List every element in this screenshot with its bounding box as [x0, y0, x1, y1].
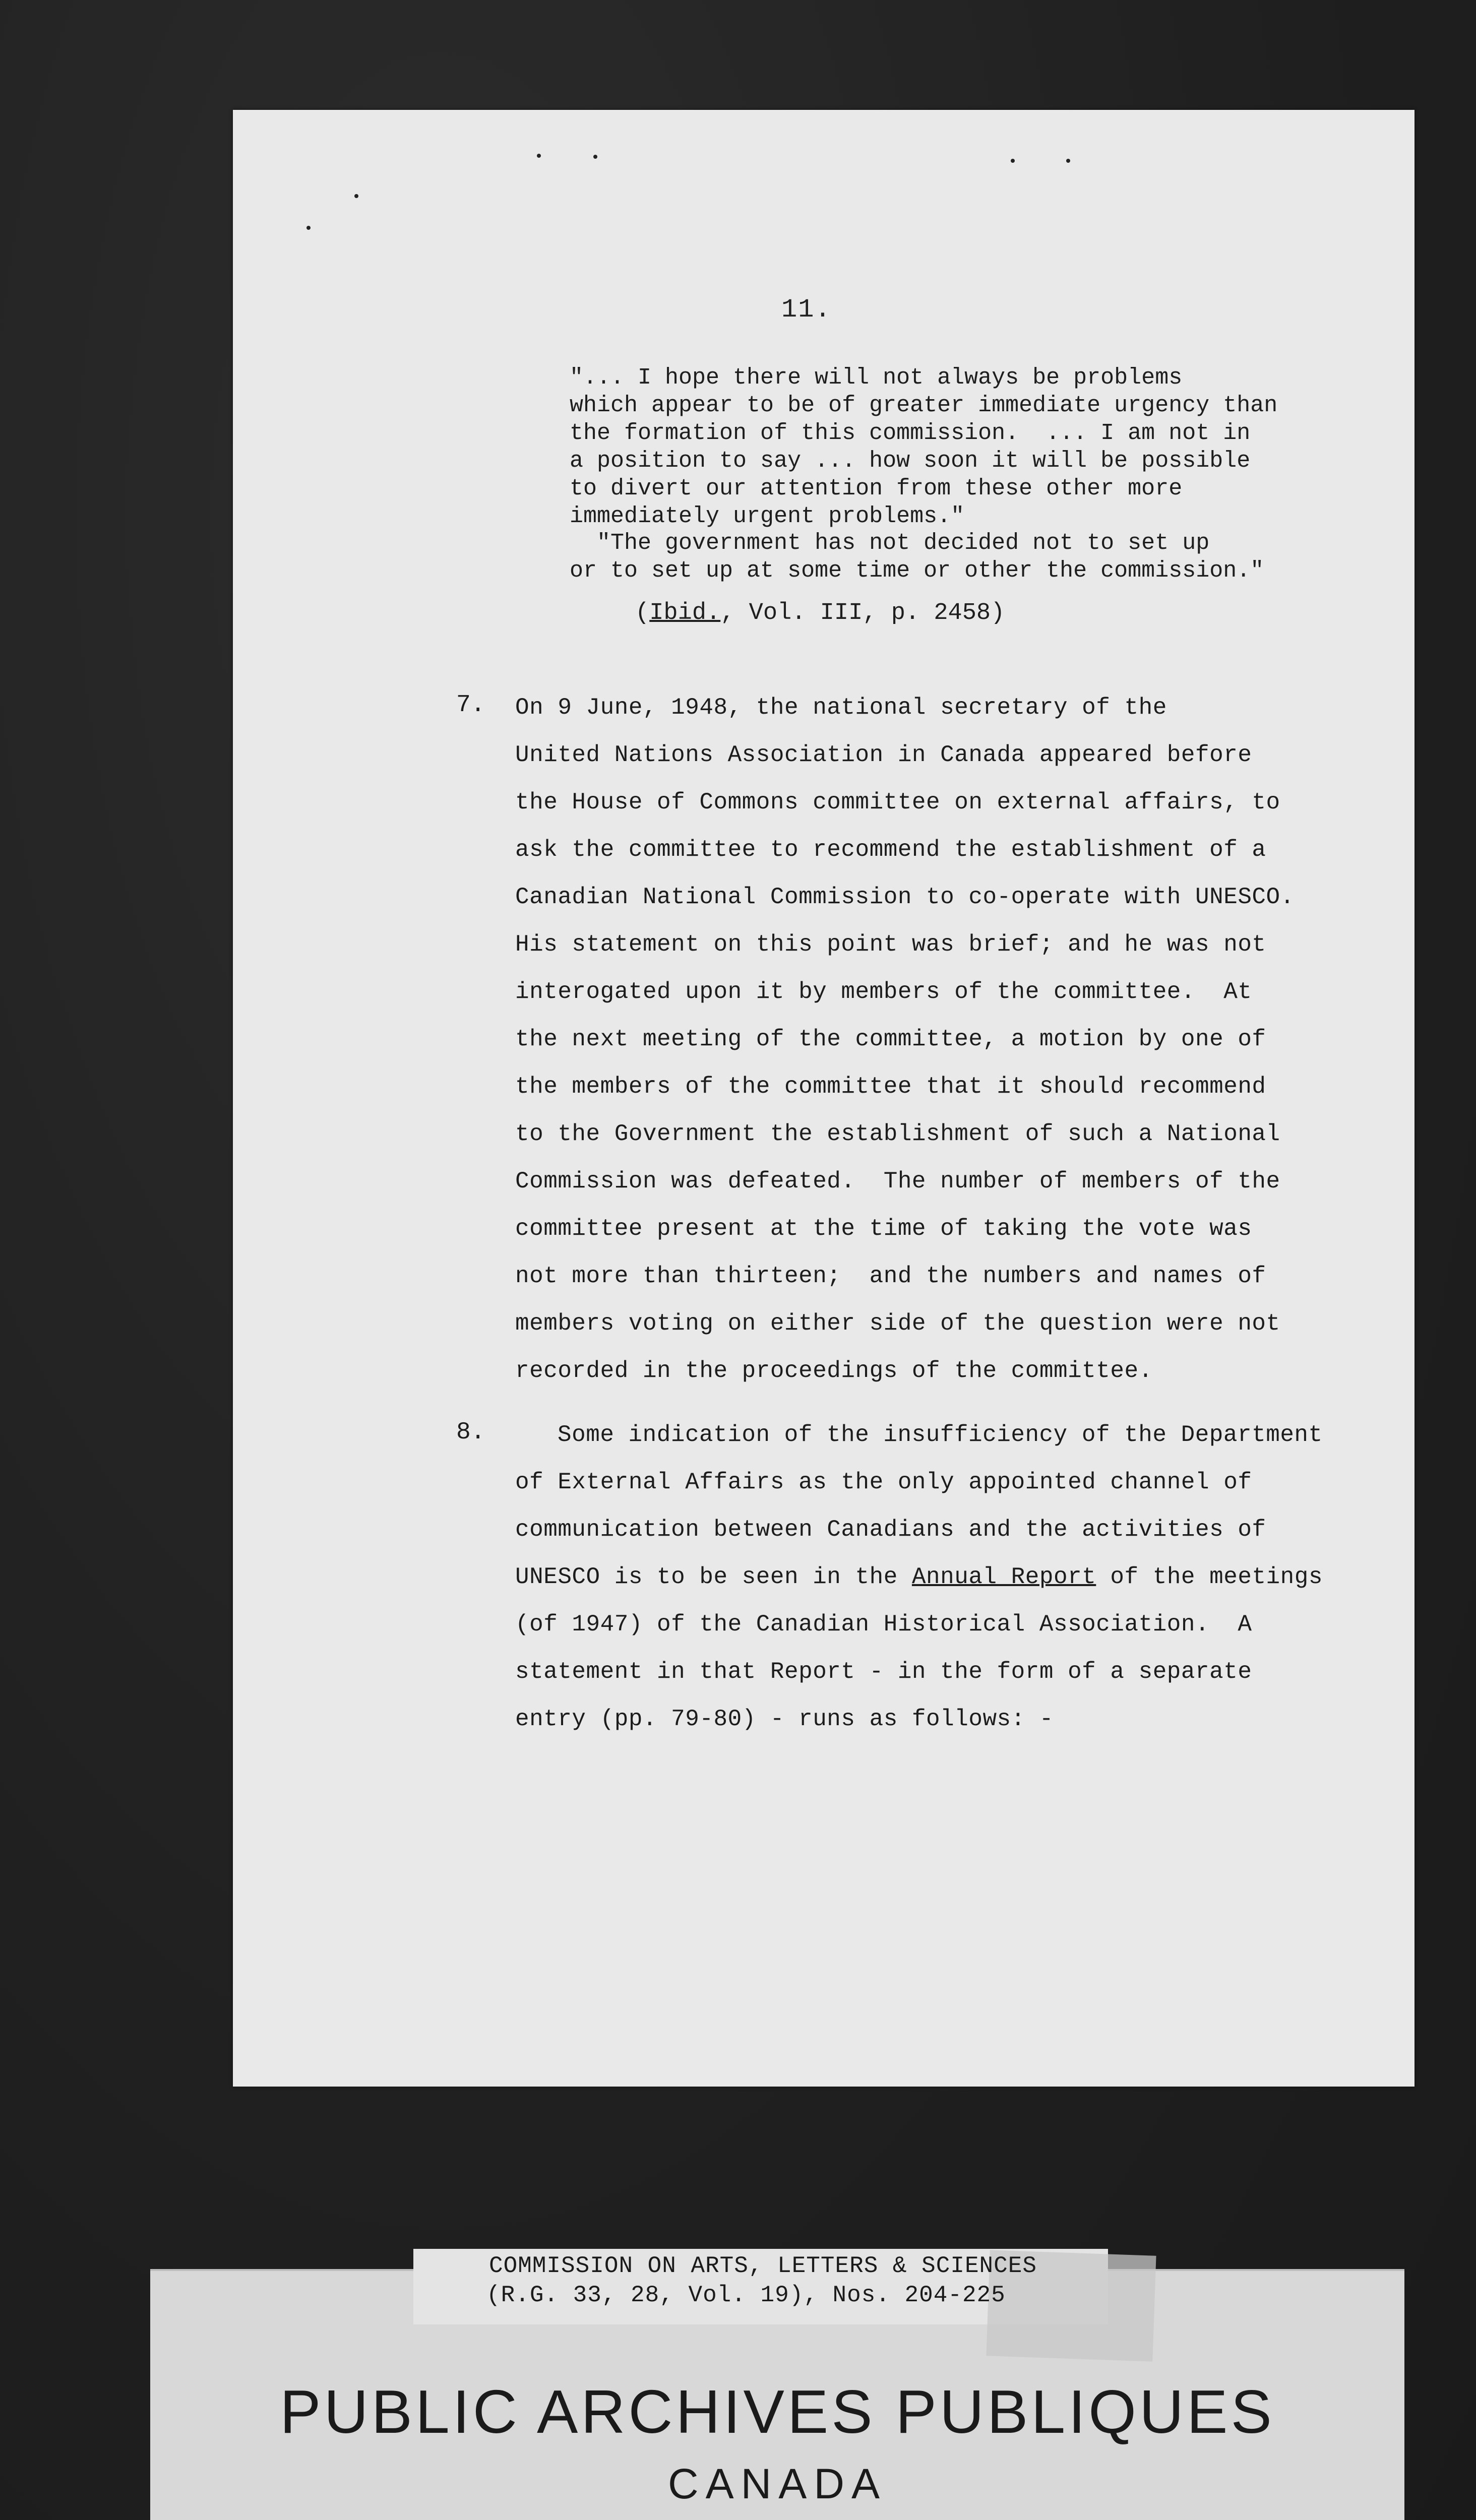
quote-block-1: "... I hope there will not always be problems which appear to be of greater immediate urgency than the formation of this commission. ... I am not in a position to say ... how soon it will be possible to divert our attention from these other more immediately urgent problems." [570, 365, 1278, 529]
p8-line-6: statement in that Report - in the form of a separate [515, 1659, 1252, 1685]
citation: (Ibid., Vol. III, p. 2458) [635, 600, 1005, 626]
p8-line-2: of External Affairs as the only appointed channel of [515, 1469, 1252, 1495]
p8-line-4-pre: UNESCO is to be seen in the [515, 1564, 912, 1590]
collection-label-line-2: (R.G. 33, 28, Vol. 19), Nos. 204-225 [486, 2282, 1006, 2308]
paragraph-8-text [515, 1411, 1323, 1743]
p8-line-5: (of 1947) of the Canadian Historical Association. A [515, 1611, 1252, 1637]
p8-line-4-post: of the meetings [1096, 1564, 1323, 1590]
archives-subtitle: CANADA [667, 2460, 887, 2507]
paragraph-8-number: 8. [456, 1419, 485, 1446]
citation-ibid: Ibid. [649, 600, 721, 626]
quote-block-2: "The government has not decided not to set up or to set up at some time or other the commission." [570, 530, 1264, 584]
dust-speck [354, 194, 358, 198]
paragraph-7-number: 7. [456, 691, 485, 719]
annual-report-title: Annual Report [911, 1564, 1096, 1590]
p8-line-3: communication between Canadians and the activities of [515, 1517, 1266, 1543]
collection-label-line-1: COMMISSION ON ARTS, LETTERS & SCIENCES [489, 2253, 1037, 2279]
archives-title: PUBLIC ARCHIVES PUBLIQUES [280, 2377, 1275, 2446]
citation-rest: , Vol. III, p. 2458) [720, 600, 1005, 626]
dust-speck [1066, 159, 1070, 163]
dust-speck [537, 154, 541, 158]
p8-line-7: entry (pp. 79-80) - runs as follows: - [515, 1706, 1054, 1732]
dust-speck [593, 155, 597, 159]
page-number: 11. [781, 295, 832, 325]
dust-speck [1011, 159, 1015, 163]
p8-line-1: Some indication of the insufficiency of the Department [558, 1422, 1323, 1448]
paragraph-7-text: On 9 June, 1948, the national secretary of the United Nations Association in Canada appeared before the House of Commons committee on external affairs, to ask the committee to recommend the establishment of a Canadian National Commission to co-operate with UNESCO. His statement on this point was brief; and he was not interogated upon it by members of the committee. At the next meeting of the committee, a motion by one of the members of the committee that it should recommend to the Government the establishment of such a National Commission was defeated. The number of members of the committee present at the time of taking the vote was not more than thirteen; and the numbers and names of members voting on either side of the question were not recorded in the proceedings of the committee. [515, 695, 1295, 1384]
dust-speck [306, 226, 311, 230]
